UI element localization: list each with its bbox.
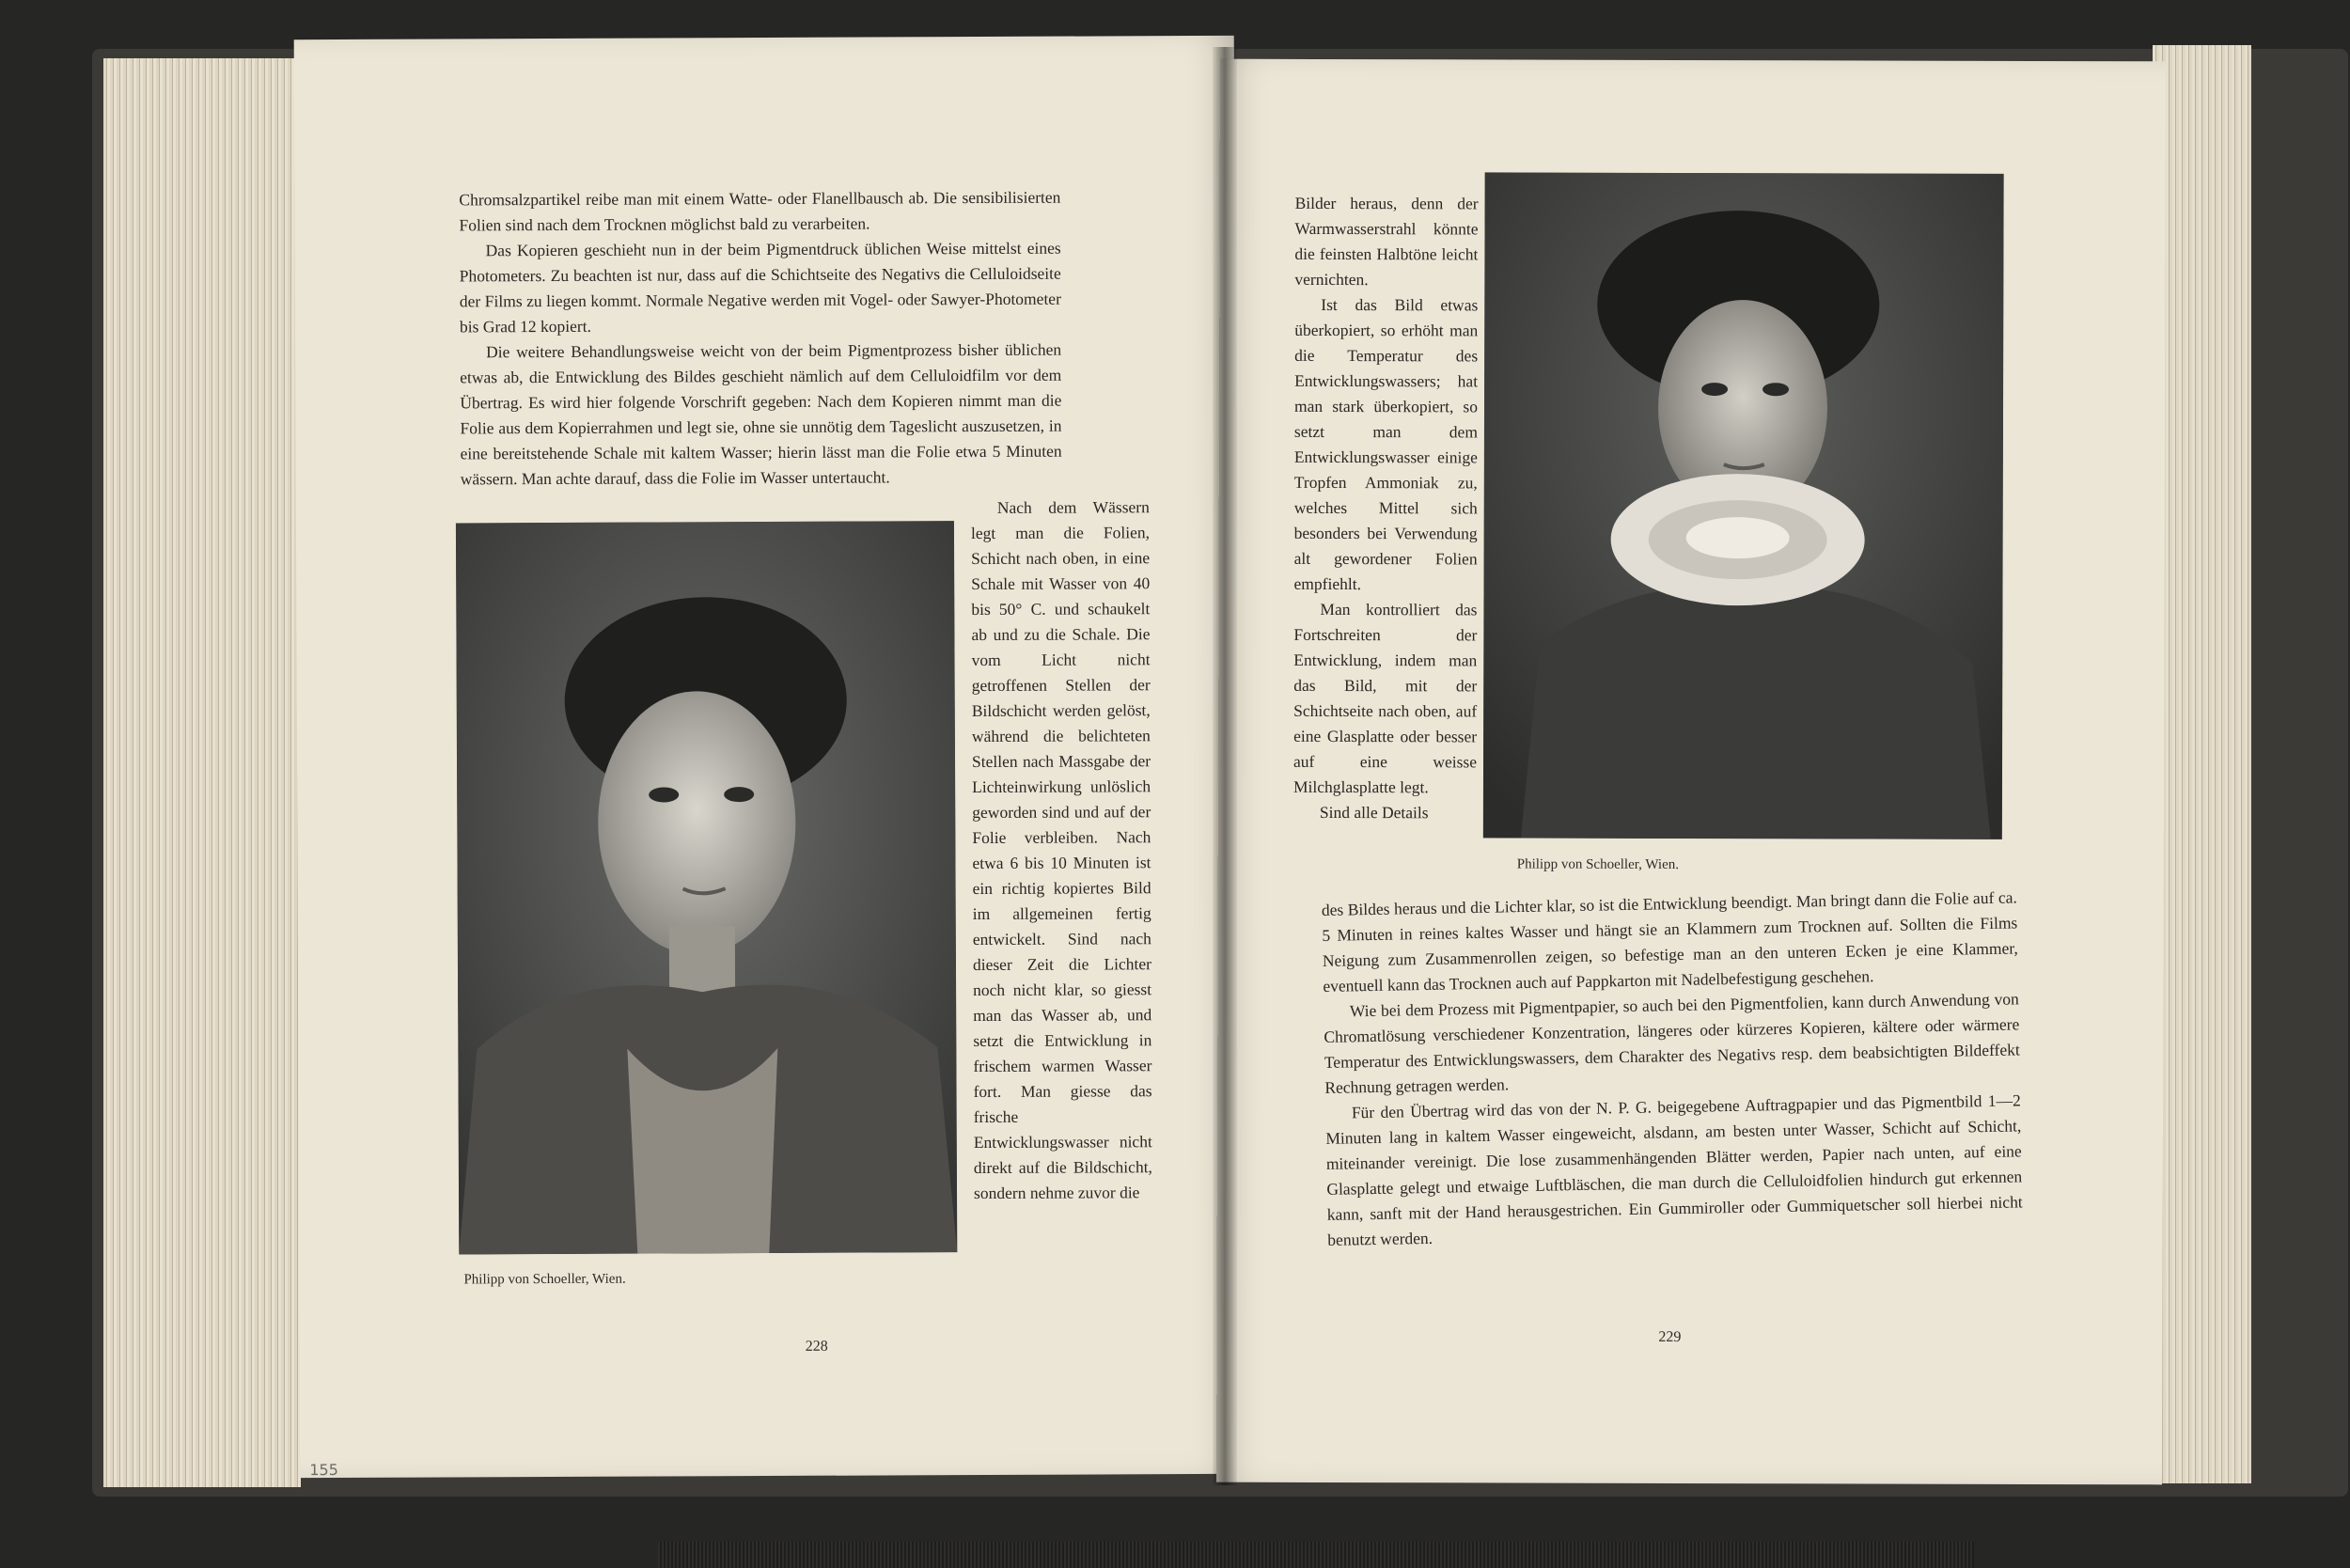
portrait-photo-left: [456, 521, 957, 1254]
paragraph: Die weitere Behandlungsweise weicht von der beim Pigmentprozess bisher üblichen etwas ab, die Entwicklung des Bildes geschieht nämlich auf dem Celluloidfilm vor dem Übertrag. Es wird hier folgende Vorschrift gegeben: Nach dem Kopieren nimmt man die Folie aus dem Kopierrahmen und legt sie, ohne sie unnötig dem Tageslicht auszusetzen, in eine bereitstehende Schale mit kaltem Wasser; hierin lässt man die Folie etwa 5 Minuten wässern. Man achte darauf, dass die Folie im Wasser untertaucht.: [460, 339, 1062, 489]
portrait-woman-ruff-icon: [1483, 172, 2004, 839]
right-column-text: [1293, 191, 1479, 826]
page-edges-right: [2153, 45, 2251, 1483]
right-page: [1216, 59, 2166, 1485]
paragraph: Man kontrolliert das Fortschreiten der Entwicklung, indem man das Bild, mit der Schichtseite nach oben, auf eine Glasplatte oder besser auf eine weisse Milchglasplatte legt.: [1292, 599, 1478, 797]
book-gutter: [1213, 47, 1237, 1485]
portrait-woman-icon: [456, 521, 957, 1254]
portrait-photo-right: [1483, 172, 2004, 839]
paragraph: Bilder heraus, denn der Warmwasserstrahl könnte die feinsten Halbtöne leicht vernichten.: [1294, 193, 1479, 290]
paragraph: Wie bei dem Prozess mit Pigmentpapier, so auch bei den Pigmentfolien, kann durch Anwendung von Chromatlösung verschiedener Konzentration, längeres oder kürzeres Kopieren, kältere oder wärmere Temperatur des Entwicklungswassers, dem Charakter des Negativs resp. dem beabsichtigten Bildeffekt Rechnung getragen werden.: [1324, 989, 2020, 1097]
bottom-edge-strip: [658, 1542, 1974, 1568]
paragraph: Das Kopieren geschieht nun in der beim Pigmentdruck üblichen Weise mittelst eines Photometers. Zu beachten ist nur, dass auf die Schichtseite des Negativs die Celluloidseite der Films zu liegen kommt. Normale Negative werden mit Vogel- oder Sawyer-Photometer bis Grad 12 kopiert.: [459, 238, 1061, 337]
left-page: [294, 36, 1241, 1478]
paragraph: Sind alle Details: [1319, 802, 1429, 823]
paragraph: Nach dem Wässern legt man die Folien, Schicht nach oben, in eine Schale mit Wasser von 40 bis 50° C. und schaukelt ab und zu die Schale. Die vom Licht nicht getroffenen Stellen der Bildschicht werden gelöst, während die belichteten Stellen nach Massgabe der Lichteinwirkung unlöslich geworden sind und auf der Folie verbleiben. Nach etwa 6 bis 10 Minuten ist ein richtig kopiertes Bild im allgemeinen fertig entwickelt. Sind nach dieser Zeit die Lichter noch nicht klar, so giesst man das Wasser ab, und setzt die Entwicklung in frischem warmen Wasser fort. Man giesse das frische Entwicklungswasser nicht direkt auf die Bildschicht, sondern nehme zuvor die: [970, 497, 1152, 1203]
page-number-left: 228: [805, 1338, 828, 1355]
page-number-right: 229: [1658, 1328, 1682, 1345]
pencil-note: 155: [309, 1460, 338, 1480]
left-column-text: [971, 494, 1152, 1206]
paragraph: Chromsalzpartikel reibe man mit einem Watte- oder Flanellbausch ab. Die sensibilisierten Folien sind nach dem Trocknen möglichst bald zu verarbeiten.: [459, 187, 1061, 235]
paragraph: des Bildes heraus und die Lichter klar, so ist die Entwicklung beendigt. Man bringt dann die Folie auf ca. 5 Minuten in reines kaltes Wasser und hängt sie an Klammern zum Trocknen auf. Sollten die Films Neigung zum Zusammenrollen zeigen, so befestige man an den unteren Ecken je eine Klammer, eventuell kann das Trocknen auch auf Pappkarton mit Nadelbefestigung geschehen.: [1321, 887, 2018, 996]
paragraph: Ist das Bild etwas überkopiert, so erhöht man die Temperatur des Entwicklungswassers; hat man stark überkopiert, so setzt man dem Entwicklungswasser einige Tropfen Ammoniak zu, welches Mittel sich besonders bei Verwendung alt gewordener Folien empfiehlt.: [1293, 294, 1479, 594]
left-top-text: [459, 185, 1061, 493]
photo-caption-right: Philipp von Schoeller, Wien.: [1516, 856, 1680, 872]
right-bottom-text: [1322, 885, 2024, 1252]
page-edges-left: [103, 58, 301, 1487]
paragraph: Für den Übertrag wird das von der N. P. G. beigegebene Auftragpapier und das Pigmentbild 1—2 Minuten lang in kaltem Wasser eingeweicht, alsdann, am besten unter Wasser, Schicht auf Schicht, miteinander vereinigt. Die lose zusammenhängenden Blätter werden, Papier nach unten, auf eine Glasplatte gelegt und etwaige Luftbläschen, die man durch die Celluloidfolien hindurch gut erkennen kann, sanft mit der Hand herausgestrichen. Ein Gummiroller oder Gummiquetscher soll hierbei nicht benutzt werden.: [1325, 1090, 2023, 1249]
photo-caption-left: Philipp von Schoeller, Wien.: [463, 1271, 626, 1288]
